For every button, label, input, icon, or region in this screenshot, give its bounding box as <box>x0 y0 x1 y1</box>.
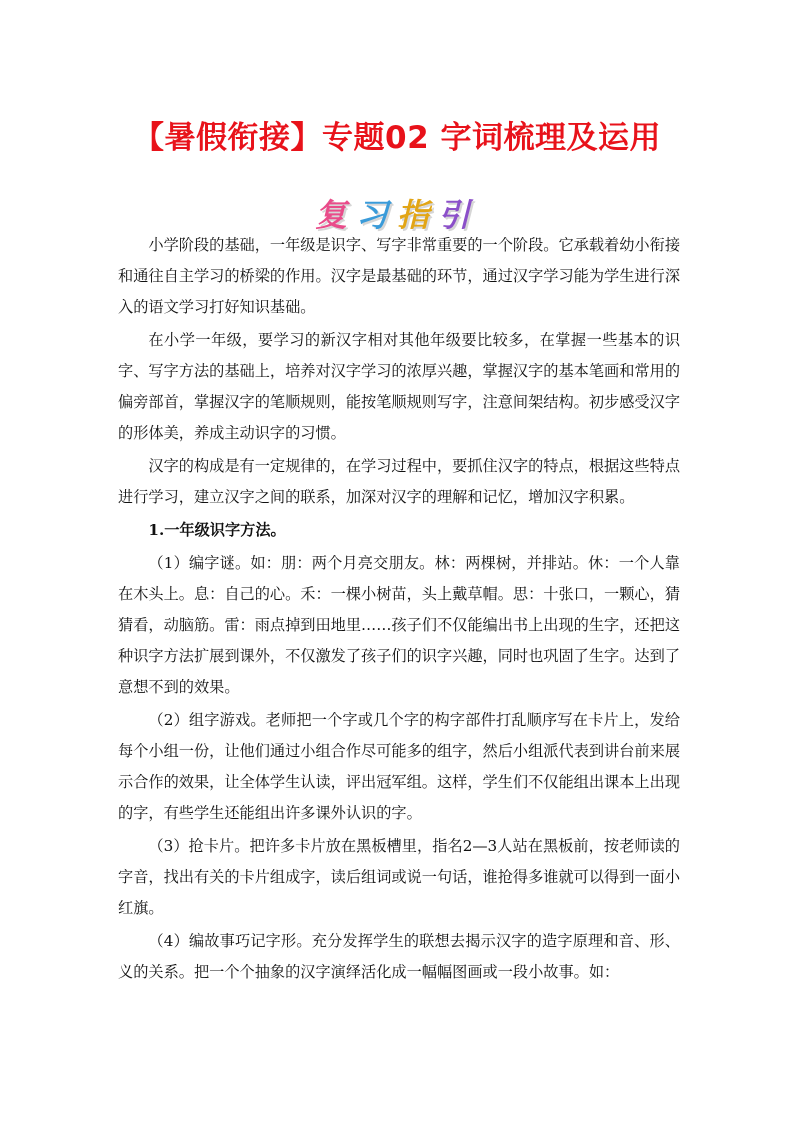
intro-paragraph-1: 小学阶段的基础，一年级是识字、写字非常重要的一个阶段。它承载着幼小衔接和通往自主学习的桥梁的作用。汉字是最基础的环节，通过汉字学习能为学生进行深入的语文学习打好知识基础。 <box>118 236 680 316</box>
method-item-2: （2）组字游戏。老师把一个字或几个字的构字部件打乱顺序写在卡片上，发给每个小组一份，让他们通过小组合作尽可能多的组字，然后小组派代表到讲台前来展示合作的效果，让全体学生认读，评出冠军组。这样，学生们不仅能组出课本上出现的字，有些学生还能组出许多课外认识的字。 <box>118 711 680 822</box>
document-title: 【暑假衔接】专题02 字词梳理及运用 <box>133 120 661 156</box>
banner-char-3: 指 <box>397 196 439 234</box>
intro-paragraph-2: 在小学一年级，要学习的新汉字相对其他年级要比较多，在掌握一些基本的识字、写字方法的基础上，培养对汉字学习的浓厚兴趣，掌握汉字的基本笔画和常用的偏旁部首，掌握汉字的笔顺规则，能按笔顺规则写字，注意间架结构。初步感受汉字的形体美，养成主动识字的习惯。 <box>118 331 680 442</box>
section-heading: 1.一年级识字方法。 <box>148 521 286 539</box>
banner-char-1: 复 <box>314 196 356 234</box>
banner-char-4: 引 <box>438 196 480 234</box>
method-item-4: （4）编故事巧记字形。充分发挥学生的联想去揭示汉字的造字原理和音、形、义的关系。把一个个抽象的汉字演绎活化成一幅幅图画或一段小故事。如： <box>118 932 680 981</box>
banner-char-2: 习 <box>355 196 397 234</box>
document-body <box>118 230 680 988</box>
method-item-3: （3）抢卡片。把许多卡片放在黑板槽里，指名2—3人站在黑板前，按老师读的字音，找出有关的卡片组成字，读后组词或说一句话，谁抢得多谁就可以得到一面小红旗。 <box>118 837 680 917</box>
method-item-1: （1）编字谜。如：朋：两个月亮交朋友。林：两棵树，并排站。休：一个人靠在木头上。息：自己的心。禾：一棵小树苗，头上戴草帽。思：十张口，一颗心，猜猜看，动脑筋。雷：雨点掉到田地里……孩子们不仅能编出书上出现的生字，还把这种识字方法扩展到课外，不仅激发了孩子们的识字兴趣，同时也巩固了生字。达到了意想不到的效果。 <box>118 554 680 696</box>
intro-paragraph-3: 汉字的构成是有一定规律的，在学习过程中，要抓住汉字的特点，根据这些特点进行学习，建立汉字之间的联系，加深对汉字的理解和记忆，增加汉字积累。 <box>118 457 680 506</box>
